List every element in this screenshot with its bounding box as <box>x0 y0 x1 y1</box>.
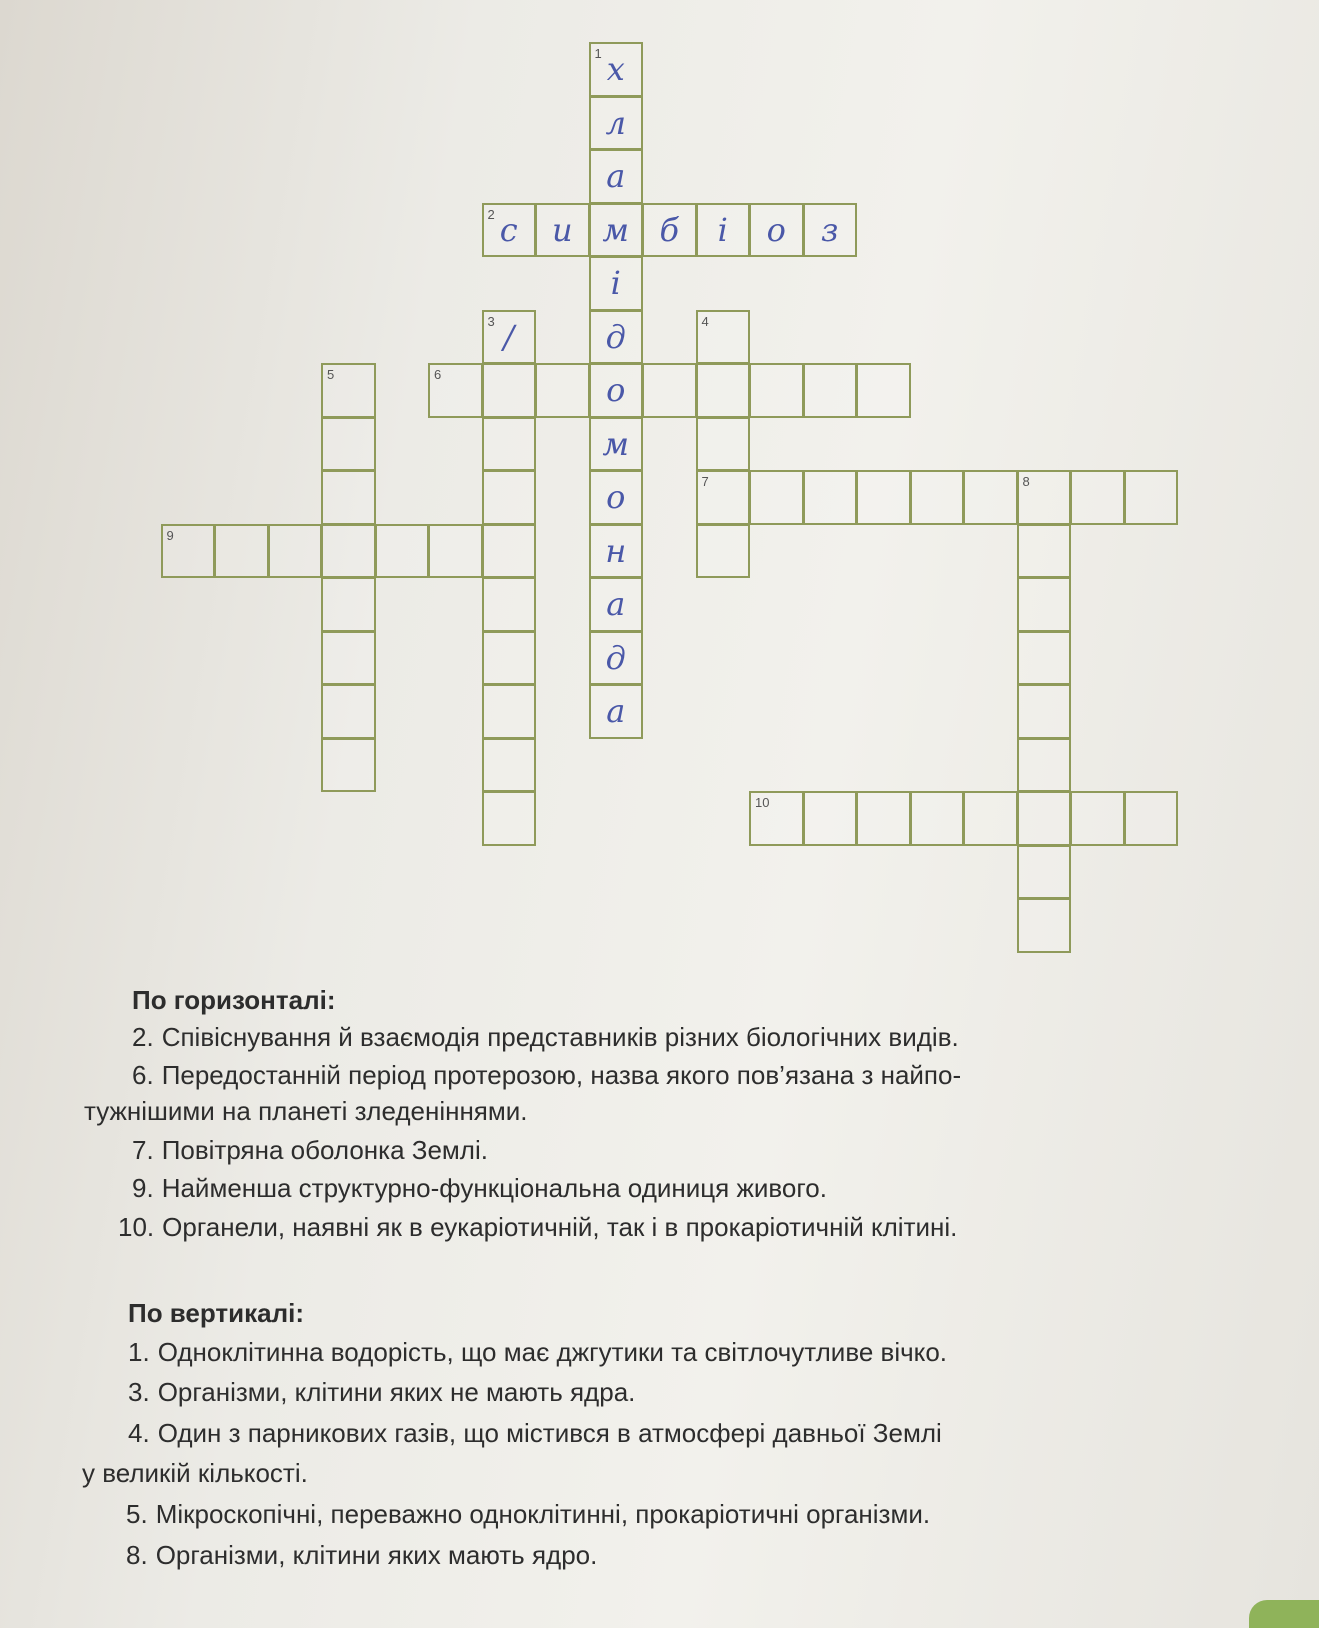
clue-number: 3. <box>128 1377 150 1407</box>
crossword-cell <box>1017 577 1072 632</box>
clue-number-label: 2 <box>487 206 495 222</box>
clue-across-6-continuation: тужнішими на планеті зледеніннями. <box>84 1096 528 1126</box>
clue-text: Органели, наявні як в еукаріотичній, так і в прокаріотичній клітині. <box>162 1212 958 1242</box>
handwritten-letter: а <box>606 585 626 624</box>
handwritten-letter: і <box>610 264 621 303</box>
crossword-cell <box>696 203 751 258</box>
crossword-cell <box>589 42 644 97</box>
crossword-cell <box>642 363 697 418</box>
crossword-cell <box>856 363 911 418</box>
clue-number: 7. <box>132 1135 154 1165</box>
handwritten-letter: б <box>659 210 680 249</box>
crossword-cell <box>803 203 858 258</box>
clue-number-label: 4 <box>701 313 709 329</box>
clue-number-label: 3 <box>487 313 495 329</box>
crossword-cell <box>482 417 537 472</box>
handwritten-letter: и <box>551 210 573 249</box>
crossword-cell <box>1017 898 1072 953</box>
crossword-cell <box>589 524 644 579</box>
crossword-cell <box>749 203 804 258</box>
crossword-cell <box>1017 845 1072 900</box>
handwritten-letter: а <box>606 157 626 196</box>
crossword-cell <box>1017 791 1072 846</box>
crossword-cell <box>642 203 697 258</box>
clue-down-3 <box>128 1377 635 1408</box>
clue-number: 10. <box>118 1212 155 1242</box>
crossword-cell <box>321 417 376 472</box>
handwritten-letter: о <box>606 371 626 410</box>
crossword-cell <box>428 524 483 579</box>
crossword-cell <box>589 631 644 686</box>
handwritten-letter: а <box>606 692 626 731</box>
clue-text: Найменша структурно-функціональна одиниця живого. <box>161 1173 827 1203</box>
crossword-cell <box>589 149 644 204</box>
crossword-cell <box>161 524 216 579</box>
clue-number-label: 5 <box>327 367 335 382</box>
crossword-cell <box>1017 631 1072 686</box>
crossword-cell <box>910 791 965 846</box>
clue-number: 2. <box>132 1022 154 1052</box>
crossword-cell <box>321 684 376 739</box>
crossword-cell <box>482 631 537 686</box>
handwritten-letter: д <box>605 317 626 356</box>
crossword-cell <box>1070 470 1125 525</box>
clue-across-7 <box>132 1135 488 1166</box>
crossword-cell <box>589 577 644 632</box>
crossword-cell <box>1017 470 1072 525</box>
crossword-cell <box>749 791 804 846</box>
clue-number: 9. <box>132 1173 154 1203</box>
crossword-cell <box>803 470 858 525</box>
handwritten-letter: х <box>606 50 625 89</box>
clue-number: 1. <box>128 1337 150 1367</box>
crossword-cell <box>1124 791 1179 846</box>
crossword-cell <box>910 470 965 525</box>
handwritten-letter: м <box>602 424 630 463</box>
crossword-cell <box>321 577 376 632</box>
crossword-cell <box>749 363 804 418</box>
crossword-cell <box>535 203 590 258</box>
handwritten-letter: о <box>766 210 786 249</box>
handwritten-letter: з <box>821 210 839 249</box>
crossword-cell <box>696 524 751 579</box>
crossword-cell <box>589 470 644 525</box>
crossword-cell <box>1070 791 1125 846</box>
crossword-cell <box>214 524 269 579</box>
clue-number-label: 8 <box>1022 474 1030 489</box>
crossword-cell <box>535 363 590 418</box>
clue-down-1 <box>128 1337 947 1368</box>
clue-number: 8. <box>126 1540 148 1570</box>
crossword-cell <box>1124 470 1179 525</box>
crossword-cell <box>482 203 537 258</box>
clue-text: Організми, клітини яких не мають ядра. <box>157 1377 636 1407</box>
crossword-cell <box>589 310 644 365</box>
handwritten-letter: л <box>605 103 626 142</box>
clue-number-label: 10 <box>755 795 770 810</box>
clue-number-label: 6 <box>434 367 442 382</box>
crossword-cell <box>482 791 537 846</box>
clue-number: 5. <box>126 1499 148 1529</box>
crossword-cell <box>589 203 644 258</box>
clue-text: Передостанній період протерозою, назва якого пов’язана з найпо- <box>161 1060 962 1090</box>
clue-text: Одноклітинна водорість, що має джгутики та світлочутливе вічко. <box>157 1337 948 1367</box>
clue-across-2 <box>132 1022 959 1053</box>
crossword-cell <box>482 470 537 525</box>
crossword-cell <box>696 363 751 418</box>
crossword-cell <box>268 524 323 579</box>
across-heading: По горизонталі: <box>132 985 336 1015</box>
clue-number-label: 7 <box>701 474 709 489</box>
crossword-cell <box>803 363 858 418</box>
handwritten-letter: с <box>499 210 518 249</box>
crossword-cell <box>1017 684 1072 739</box>
clue-number-label: 1 <box>594 46 602 61</box>
crossword-cell <box>749 470 804 525</box>
crossword-cell <box>963 791 1018 846</box>
crossword-cell <box>321 738 376 793</box>
crossword-cell <box>482 363 537 418</box>
crossword-cell <box>482 310 537 365</box>
clue-across-9 <box>132 1173 827 1204</box>
clue-across-10 <box>118 1212 957 1243</box>
crossword-cell <box>803 791 858 846</box>
crossword-cell <box>1017 524 1072 579</box>
crossword-cell <box>428 363 483 418</box>
crossword-cell <box>321 524 376 579</box>
crossword-cell <box>589 684 644 739</box>
page-corner-tab <box>1249 1600 1319 1628</box>
crossword-cell <box>963 470 1018 525</box>
clue-text: Організми, клітини яких мають ядро. <box>155 1540 598 1570</box>
crossword-cell <box>589 256 644 311</box>
clue-across-6 <box>132 1060 961 1091</box>
crossword-cell <box>589 417 644 472</box>
clue-down-8 <box>126 1540 597 1571</box>
crossword-cell <box>482 738 537 793</box>
clue-text: Один з парникових газів, що містився в атмосфері давньої Землі <box>157 1418 942 1448</box>
handwritten-letter: / <box>503 317 515 356</box>
handwritten-letter: м <box>602 210 630 249</box>
clue-down-5 <box>126 1499 930 1530</box>
crossword-cell <box>321 470 376 525</box>
crossword-cell <box>1017 738 1072 793</box>
handwritten-letter: д <box>605 638 626 677</box>
clue-number: 4. <box>128 1418 150 1448</box>
crossword-cell <box>321 363 376 418</box>
crossword-cell <box>696 417 751 472</box>
crossword-cell <box>589 363 644 418</box>
crossword-cell <box>696 310 751 365</box>
crossword-cell <box>482 524 537 579</box>
crossword-cell <box>482 684 537 739</box>
crossword-cell <box>856 470 911 525</box>
crossword-cell <box>482 577 537 632</box>
crossword-cell <box>589 96 644 151</box>
crossword-cell <box>375 524 430 579</box>
clue-text: Повітряна оболонка Землі. <box>161 1135 488 1165</box>
clue-text: Мікроскопічні, переважно одноклітинні, прокаріотичні організми. <box>155 1499 931 1529</box>
clue-down-4 <box>128 1418 942 1449</box>
clue-number: 6. <box>132 1060 154 1090</box>
handwritten-letter: і <box>717 210 728 249</box>
clue-text: Співіснування й взаємодія представників різних біологічних видів. <box>161 1022 959 1052</box>
crossword-cell <box>696 470 751 525</box>
clue-down-4-continuation: у великій кількості. <box>82 1458 308 1488</box>
handwritten-letter: н <box>605 531 627 570</box>
handwritten-letter: о <box>606 478 626 517</box>
crossword-cell <box>321 631 376 686</box>
down-heading: По вертикалі: <box>128 1298 305 1328</box>
clue-number-label: 9 <box>166 527 174 543</box>
crossword-cell <box>856 791 911 846</box>
